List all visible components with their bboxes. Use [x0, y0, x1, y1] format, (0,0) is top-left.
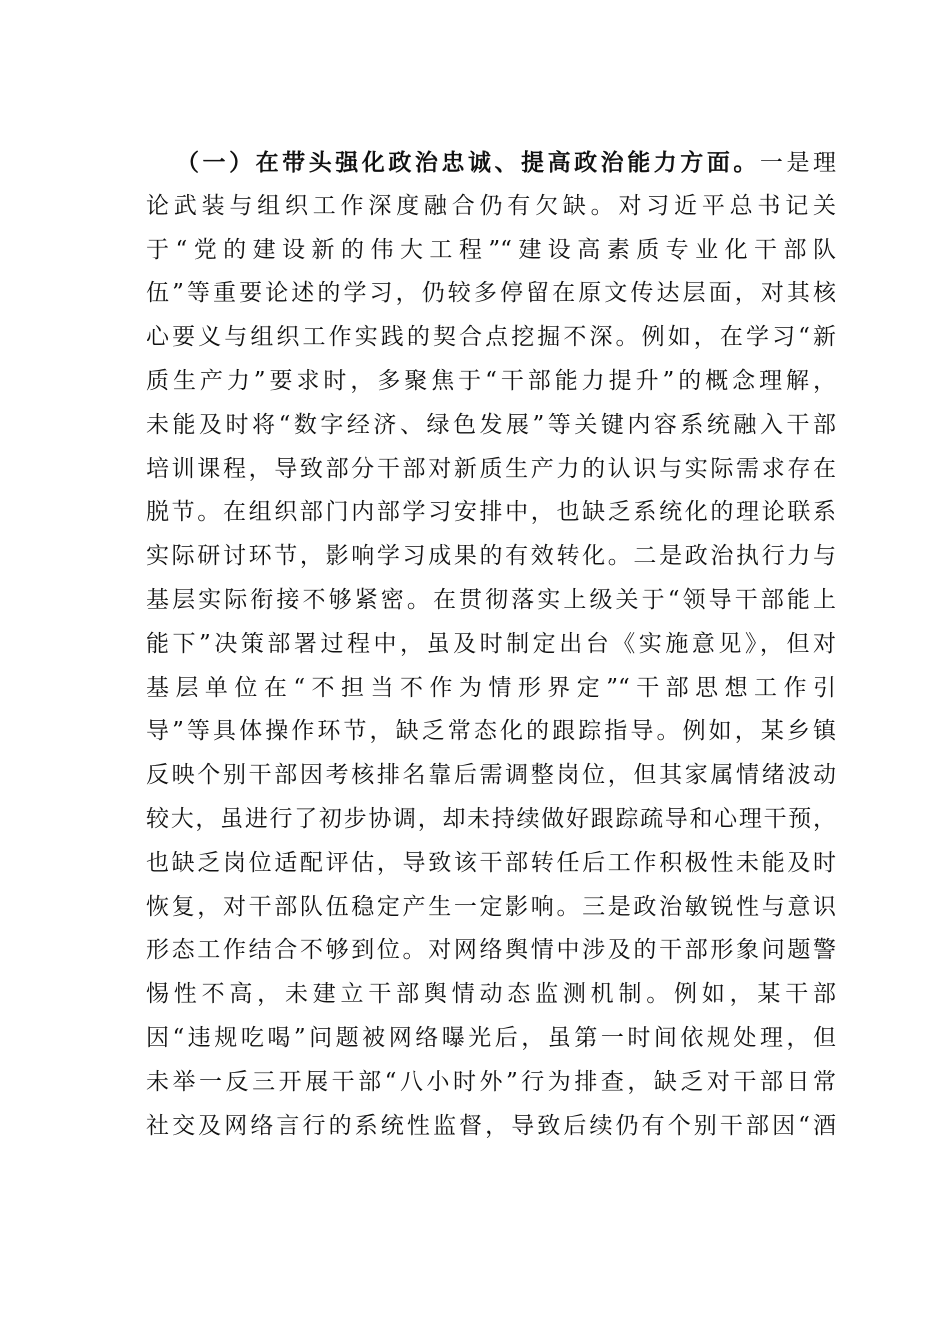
- paragraph-line-4: 伍”等重要论述的学习，仍较多停留在原文传达层面，对其核: [146, 280, 836, 307]
- paragraph-line-14: 导”等具体操作环节，缺乏常态化的跟踪指导。例如，某乡镇: [146, 718, 836, 745]
- section-heading: （一）在带头强化政治忠诚、提高政治能力方面。: [176, 149, 760, 176]
- line-text: 一是理: [759, 150, 837, 176]
- paragraph-line-15: 反映个别干部因考核排名靠后需调整岗位，但其家属情绪波动: [146, 762, 836, 789]
- paragraph-line-2: 论武装与组织工作深度融合仍有欠缺。对习近平总书记关: [146, 192, 836, 219]
- paragraph-line-22: 未举一反三开展干部“八小时外”行为排查，缺乏对干部日常: [146, 1068, 836, 1095]
- paragraph-line-6: 质生产力”要求时，多聚焦于“干部能力提升”的概念理解，: [146, 367, 836, 394]
- paragraph-line-23: 社交及网络言行的系统性监督，导致后续仍有个别干部因“酒: [146, 1112, 836, 1139]
- paragraph-line-11: 基层实际衔接不够紧密。在贯彻落实上级关于“领导干部能上: [146, 586, 836, 613]
- paragraph-line-19: 形态工作结合不够到位。对网络舆情中涉及的干部形象问题警: [146, 937, 836, 964]
- paragraph-line-7: 未能及时将“数字经济、绿色发展”等关键内容系统融入干部: [146, 411, 836, 438]
- paragraph-line-10: 实际研讨环节，影响学习成果的有效转化。二是政治执行力与: [146, 543, 836, 570]
- paragraph-line-5: 心要义与组织工作实践的契合点挖掘不深。例如，在学习“新: [146, 324, 836, 351]
- body-paragraph: [146, 141, 836, 1148]
- paragraph-line-18: 恢复，对干部队伍稳定产生一定影响。三是政治敏锐性与意识: [146, 893, 836, 920]
- paragraph-line-20: 惕性不高，未建立干部舆情动态监测机制。例如，某干部: [146, 981, 836, 1008]
- paragraph-line-9: 脱节。在组织部门内部学习安排中，也缺乏系统化的理论联系: [146, 499, 836, 526]
- paragraph-line-8: 培训课程，导致部分干部对新质生产力的认识与实际需求存在: [146, 455, 836, 482]
- paragraph-line-13: 基层单位在“不担当不作为情形界定”“干部思想工作引: [146, 674, 836, 701]
- paragraph-line-1: [146, 141, 836, 185]
- paragraph-line-16: 较大，虽进行了初步协调，却未持续做好跟踪疏导和心理干预，: [146, 805, 836, 832]
- paragraph-line-12: 能下”决策部署过程中，虽及时制定出台《实施意见》，但对: [146, 630, 836, 657]
- paragraph-line-3: 于“党的建设新的伟大工程”“建设高素质专业化干部队: [146, 236, 836, 263]
- paragraph-line-17: 也缺乏岗位适配评估，导致该干部转任后工作积极性未能及时: [146, 849, 836, 876]
- paragraph-line-21: 因“违规吃喝”问题被网络曝光后，虽第一时间依规处理，但: [146, 1024, 836, 1051]
